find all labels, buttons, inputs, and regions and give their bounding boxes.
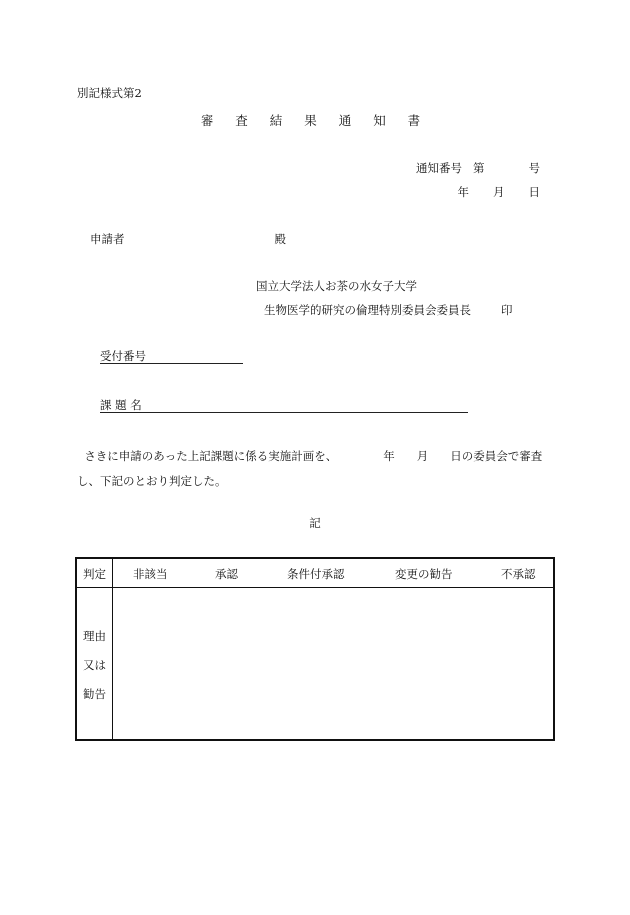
table-column-divider (112, 559, 113, 739)
subject (100, 398, 468, 413)
seal-mark: 印 (501, 303, 513, 317)
applicant (90, 232, 286, 246)
form-label: 別記様式第2 (77, 86, 142, 100)
ki-heading: 記 (309, 516, 321, 530)
notice-number-prefix: 第 (473, 161, 485, 175)
applicant-label: 申請者 (90, 232, 125, 246)
applicant-honorific: 殿 (274, 232, 286, 246)
table-row-divider (77, 587, 553, 588)
body-part1: さきに申請のあった上記課題に係る実施計画を、 (84, 449, 338, 463)
receipt-number-label: 受付番号 (100, 349, 146, 363)
reason-label-line-1: 理由 (83, 629, 106, 643)
body-year: 年 (383, 449, 395, 463)
subject-label: 課 題 名 (100, 398, 142, 412)
body-part2: 日の委員会で審査し、下記のとおり判定した。 (77, 449, 543, 488)
notice-number-label: 通知番号 (416, 161, 463, 175)
date-year: 年 (457, 185, 469, 199)
committee-chair (264, 303, 513, 317)
judgment-label: 判定 (83, 567, 106, 581)
organization: 国立大学法人お茶の水女子大学 (256, 279, 417, 293)
body-paragraph (77, 444, 557, 494)
option-recommend-change: 変更の勧告 (395, 567, 453, 581)
option-not-applicable: 非該当 (133, 567, 168, 581)
notice-number (416, 161, 540, 175)
date-month: 月 (493, 185, 505, 199)
body-month: 月 (416, 449, 429, 463)
document-title: 審 査 結 果 通 知 書 (200, 113, 430, 128)
receipt-number (100, 349, 243, 364)
committee-chair-title: 生物医学的研究の倫理特別委員会委員長 (264, 303, 471, 317)
subject-line (100, 398, 468, 413)
notice-number-suffix: 号 (528, 161, 540, 175)
date-day: 日 (528, 185, 540, 199)
judgment-table (75, 557, 555, 741)
receipt-number-line (100, 349, 243, 364)
option-approved: 承認 (215, 567, 238, 581)
reason-label-line-3: 勧告 (83, 687, 106, 701)
issue-date (458, 185, 541, 199)
option-not-approved: 不承認 (501, 567, 536, 581)
option-conditional-approval: 条件付承認 (287, 567, 345, 581)
reason-label-line-2: 又は (83, 658, 106, 672)
